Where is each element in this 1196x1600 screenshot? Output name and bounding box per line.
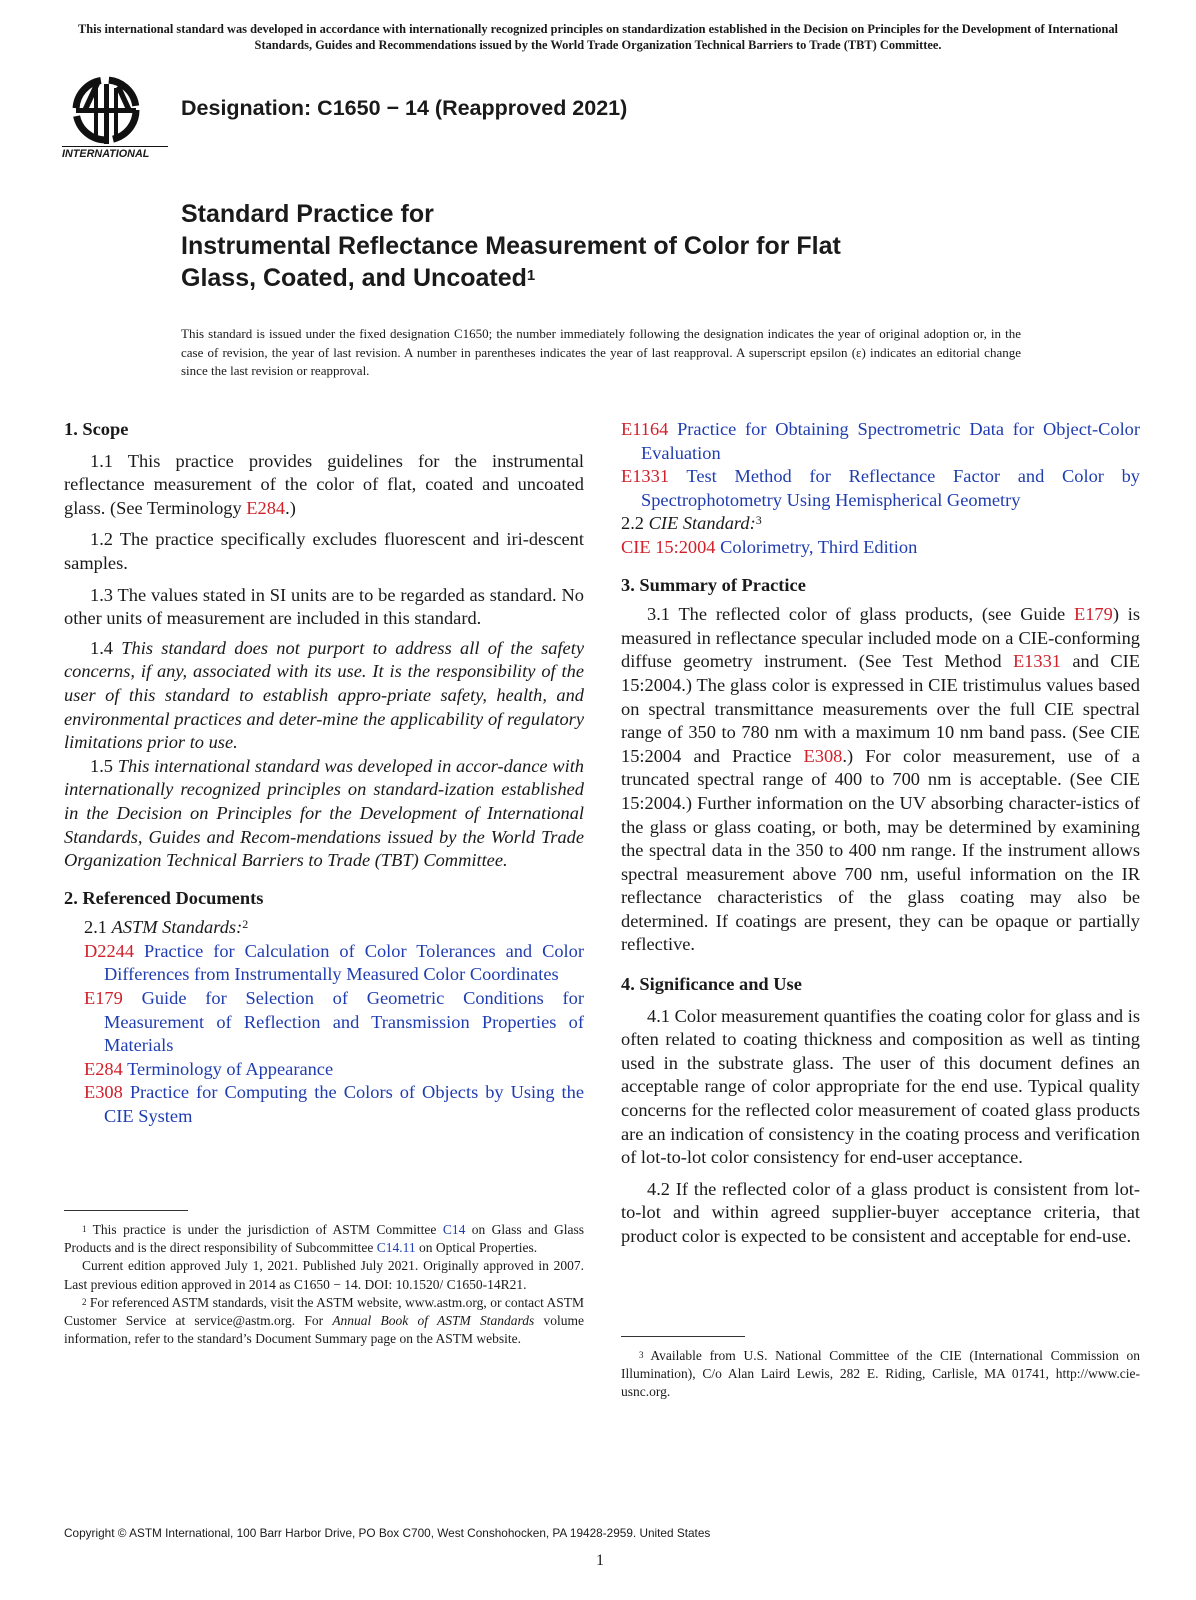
ref-cie-15[interactable]: CIE 15:2004 Colorimetry, Third Edition <box>621 536 918 557</box>
link-c14-11[interactable]: C14.11 <box>376 1240 416 1256</box>
title-line-3: Glass, Coated, and Uncoated$^1$ <box>181 264 536 292</box>
footnote-1-edition: Current edition approved July 1, 2021. Published July 2021. Originally approved in 2007. Last previous edition approved in 2014 as C1650 − 14. DOI: 10.1520/ C1650-14R21. <box>64 1258 584 1292</box>
footnote-rule-right <box>621 1336 745 1337</box>
para-1-1: 1.1 This practice provides guidelines for the instrumental reflectance measurement of the color of flat, coated and uncoated glass. (See Terminology E284.) <box>64 450 584 518</box>
footnote-rule-left <box>64 1210 188 1211</box>
ref-e284[interactable]: E284 Terminology of Appearance <box>84 1058 334 1079</box>
issuance-note: This standard is issued under the fixed designation C1650; the number immediately following the designation indicates the year of original adoption or, in the case of revision, the year of last revision. A number in parentheses indicates the year of last reapproval. A superscript epsilon (ε) indicates an editorial change since the last revision or reapproval. <box>181 326 1021 378</box>
link-e284[interactable]: E284 <box>246 497 286 518</box>
ref-e1164[interactable]: E1164 Practice for Obtaining Spectrometric Data for Object-Color Evaluation <box>621 419 1140 463</box>
footnotes-left <box>64 1221 584 1348</box>
copyright-notice: Copyright © ASTM International, 100 Barr Harbor Drive, PO Box C700, West Conshohocken, PA 19428-2959. United States <box>64 1526 711 1540</box>
footnotes-right <box>621 1347 1140 1402</box>
footnote-3: $^3$ Available from U.S. National Committee of the CIE (International Commission on Illumination), C/o Alan Laird Lewis, 282 E. Riding, Carlisle, MA 01741, http://www.cie-usnc.org. <box>621 1348 1140 1400</box>
link-e308[interactable]: E308 <box>803 745 843 766</box>
para-1-5: 1.5 This international standard was developed in accor-dance with internationally recognized principles on standard-ization established in the Decision on Principles for the Development of International Standards, Guides and Recom-mendations issued by the World Trade Organization Technical Barriers to Trade (TBT) Committee. <box>64 755 584 871</box>
link-e1331[interactable]: E1331 <box>1012 651 1061 672</box>
title-footnote-mark: 1 <box>526 267 536 284</box>
astm-logo <box>62 70 170 166</box>
left-column <box>64 418 584 1129</box>
referenced-heading: 2. Referenced Documents <box>64 887 264 908</box>
page-number: 1 <box>596 1552 604 1569</box>
para-3-1: 3.1 The reflected color of glass products, (see Guide E179) is measured in reflectance specular included mode on a CIE-conforming diffuse geometry instrument. (See Test Method E1331 and CIE 15:2004.) The glass color is expressed in CIE tristimulus values based on spectral transmittance measurements over the full CIE spectral range of 350 to 780 nm with a maximum 10 nm band pass. (See CIE 15:2004 and Practice E308.) For color measurement, use of a truncated spectral range of 400 to 700 nm is acceptable. (See CIE 15:2004.) Further information on the UV absorbing character-istics of the glass or glass coating, or both, may be determined by examining the spectral data in the 350 to 400 nm range. If the instrument allows spectral measurement above 700 nm, useful information on the IR reflectance characteristics of the glass coating may also be determined. If coatings are present, they can be opaque or partially reflective. <box>621 604 1141 955</box>
para-1-4: 1.4 This standard does not purport to address all of the safety concerns, if any, associated with its use. It is the responsibility of the user of this standard to establish appro-priate safety, health, and environmental practices and deter-mine the applicability of regulatory limitations prior to use. <box>64 637 584 753</box>
link-e179[interactable]: E179 <box>1073 604 1113 625</box>
para-4-2: 4.2 If the reflected color of a glass product is consistent from lot-to-lot and within agreed supplier-buyer acceptance criteria, that product color is expected to be consistent and acceptable for end-use. <box>621 1178 1140 1246</box>
right-column <box>621 418 1140 1249</box>
ref-e1331[interactable]: E1331 Test Method for Reflectance Factor and Color by Spectrophotometry Using Hemispherical Geometry <box>621 466 1140 510</box>
cie-standard-label: 2.2 CIE Standard:$^3$ <box>621 513 762 534</box>
ref-d2244[interactable]: D2244 Practice for Calculation of Color Tolerances and Color Differences from Instrumentally Measured Color Coordinates <box>84 940 584 985</box>
para-4-1: 4.1 Color measurement quantifies the coating color for glass and is often related to coating thickness and composition as well as tinting used in the substrate glass. The user of this document defines an acceptable range of color appropriate for the end use. Typical quality concerns for the reflected color measurement of coated glass products are an indication of consistency in the coating process and verification of lot-to-lot color consistency for end-user acceptance. <box>621 1005 1140 1168</box>
ref-e308[interactable]: E308 Practice for Computing the Colors of Objects by Using the CIE System <box>84 1082 584 1127</box>
document-title <box>181 198 1081 294</box>
logo-label: INTERNATIONAL <box>62 146 168 160</box>
title-line-1: Standard Practice for <box>181 200 434 228</box>
title-line-2: Instrumental Reflectance Measurement of Color for Flat <box>181 232 841 260</box>
summary-heading: 3. Summary of Practice <box>621 574 806 595</box>
astm-standards-label: 2.1 ASTM Standards:$^2$ <box>84 917 249 938</box>
scope-heading: 1. Scope <box>64 419 129 439</box>
footnote-2: $^2$ For referenced ASTM standards, visit the ASTM website, www.astm.org, or contact ASTM Customer Service at service@astm.org. For Annual Book of ASTM Standards volume information, refer to the standard’s Document Summary page on the ASTM website. <box>64 1294 584 1347</box>
designation: Designation: C1650 − 14 (Reapproved 2021) <box>181 96 628 120</box>
para-1-2: 1.2 The practice specifically excludes fluorescent and iri-descent samples. <box>64 529 584 573</box>
link-c14[interactable]: C14 <box>442 1222 466 1237</box>
footnote-1: $^1$ This practice is under the jurisdiction of ASTM Committee C14 on Glass and Glass Products and is the direct responsibility of Subcommittee C14.11 on Optical Properties. <box>64 1222 585 1256</box>
significance-heading: 4. Significance and Use <box>621 974 802 995</box>
top-notice: This international standard was developed in accordance with internationally recognized principles on standardization established in the Decision on Principles for the Development of International Standards, Guides and Recommendations issued by the World Trade Organization Technical Barriers to Trade (TBT) Committee. <box>77 22 1119 52</box>
ref-e179[interactable]: E179 Guide for Selection of Geometric Conditions for Measurement of Reflection and Transmission Properties of Materials <box>84 988 584 1056</box>
para-1-3: 1.3 The values stated in SI units are to be regarded as standard. No other units of measurement are included in this standard. <box>64 584 584 629</box>
